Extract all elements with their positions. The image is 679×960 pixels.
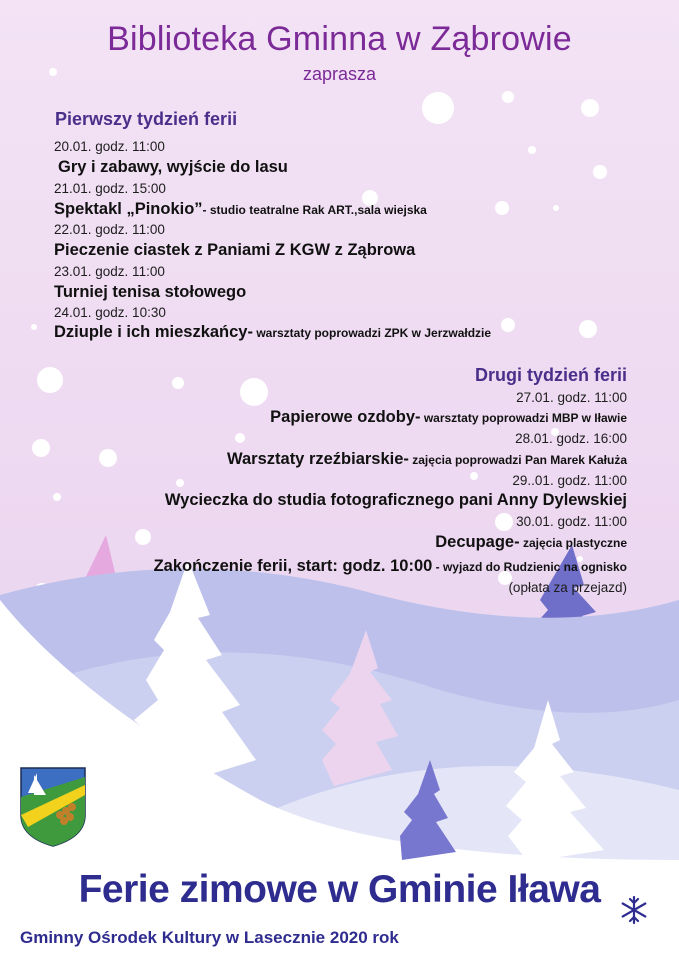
week1-event-date: 23.01. godz. 11:00 [54,264,165,279]
week1-event-title: Spektakl „Pinokio”- studio teatralne Rak ART.,sala wiejska [54,200,427,218]
week2-final-event: Zakończenie ferii, start: godz. 10:00 - wyjazd do Rudzienic na ognisko [153,557,627,575]
page-title: Biblioteka Gminna w Ząbrowie [107,20,572,58]
week2-event-date: 29..01. godz. 11:00 [512,473,627,488]
page-subtitle: zaprasza [302,64,377,84]
week1-event-title: Dziuple i ich mieszkańcy- warsztaty poprowadzi ZPK w Jerzwałdzie [54,323,492,341]
week2-event-date: 27.01. godz. 11:00 [516,390,627,405]
coat-of-arms-icon [20,767,86,847]
week1-heading: Pierwszy tydzień ferii [55,109,238,129]
week2-event-date: 28.01. godz. 16:00 [515,431,627,446]
week2-event-title: Decupage- zajęcia plastyczne [435,533,627,551]
organizer-text: Gminny Ośrodek Kultury w Lasecznie 2020 rok [20,928,399,947]
week2-event-date: 30.01. godz. 11:00 [516,514,627,529]
snowflake-icon [619,895,649,925]
week1-event-date: 24.01. godz. 10:30 [54,305,166,320]
week2-event-title: Papierowe ozdoby- warsztaty poprowadzi MBP w Iławie [270,408,627,426]
week2-event-title: Wycieczka do studia fotograficznego pani Anny Dylewskiej [164,491,627,509]
week2-final-note: (opłata za przejazd) [508,580,627,595]
week2-heading: Drugi tydzień ferii [474,365,627,385]
week1-event-title: Turniej tenisa stołowego [54,283,247,301]
week1-event-date: 21.01. godz. 15:00 [54,181,166,196]
event-title-banner: Ferie zimowe w Gminie Iława [78,868,601,911]
week1-event-title: Pieczenie ciastek z Paniami Z KGW z Ząbrowa [54,241,416,259]
week1-event-date: 22.01. godz. 11:00 [54,222,165,237]
week1-event-title: Gry i zabawy, wyjście do lasu [58,158,288,176]
week1-event-date: 20.01. godz. 11:00 [54,139,165,154]
week2-event-title: Warsztaty rzeźbiarskie- zajęcia poprowadzi Pan Marek Kałuża [227,450,627,468]
